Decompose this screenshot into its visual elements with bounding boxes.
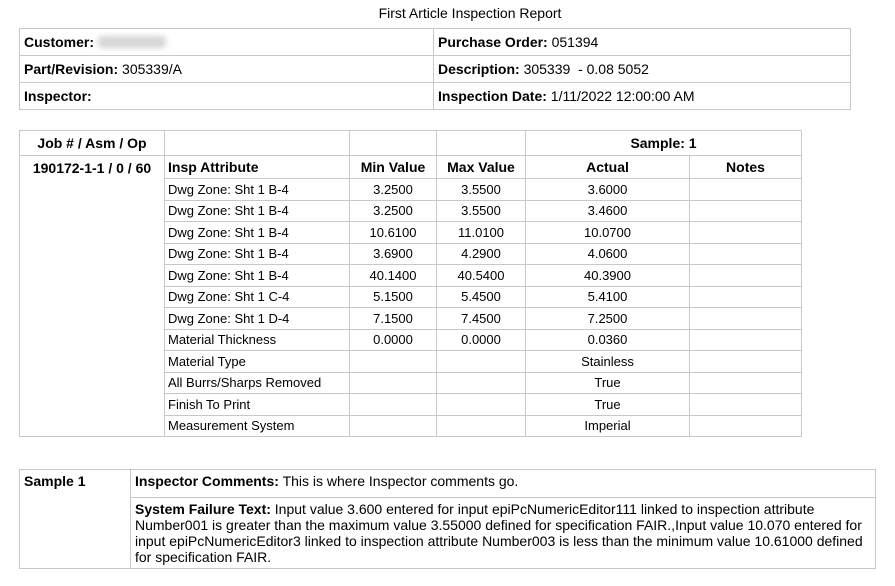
row-notes [690,394,802,416]
row-notes [690,372,802,394]
row-attribute: Dwg Zone: Sht 1 B-4 [165,179,350,201]
row-actual-value: Imperial [526,415,690,437]
row-attribute: Dwg Zone: Sht 1 D-4 [165,308,350,330]
inspection-date-cell [434,83,851,110]
row-max-value: 7.4500 [437,308,526,330]
row-notes [690,308,802,330]
customer-label: Customer: [24,34,95,50]
row-min-value: 5.1500 [350,286,437,308]
row-attribute: Dwg Zone: Sht 1 B-4 [165,265,350,287]
row-min-value [350,415,437,437]
description-label: Description: [438,61,520,77]
purchase-order-value: 051394 [551,34,599,50]
row-min-value [350,394,437,416]
row-min-value [350,351,437,373]
part-revision-cell [20,56,434,83]
inspection-date-value: 1/11/2022 12:00:00 AM [550,88,695,104]
redacted-customer-name [98,36,166,48]
row-actual-value: 10.0700 [526,222,690,244]
row-min-value: 0.0000 [350,329,437,351]
row-max-value [437,415,526,437]
row-actual-value: True [526,394,690,416]
row-attribute: All Burrs/Sharps Removed [165,372,350,394]
row-notes [690,415,802,437]
system-failure-label: System Failure Text: [135,501,271,517]
system-failure-cell [131,498,876,569]
row-actual-value: 5.4100 [526,286,690,308]
row-min-value: 3.6900 [350,243,437,265]
row-attribute: Material Thickness [165,329,350,351]
inspection-date-label: Inspection Date: [438,88,547,104]
sample-label: Sample 1 [20,470,131,569]
row-notes [690,351,802,373]
row-notes [690,286,802,308]
row-actual-value: 0.0360 [526,329,690,351]
inspector-cell [20,83,434,110]
row-min-value: 7.1500 [350,308,437,330]
inspector-comments-label: Inspector Comments: [135,473,279,489]
inspector-comments-cell [131,470,876,498]
system-failure-text: Input value 3.600 entered for input epiPcNumericEditor111 linked to inspection attribute Number001 is greater than the maximum value 3.55000 defined for specification FAIR.,Input value 10.070 entered for input epiPcNumericEditor3 linked to inspection attribute Number003 is less than the minimum value 10.61000 defined for specification FAIR. [135,501,863,565]
description-value: 305339 - 0.08 5052 [523,61,649,77]
row-max-value: 4.2900 [437,243,526,265]
comments-table [19,469,876,569]
row-actual-value: True [526,372,690,394]
row-attribute: Material Type [165,351,350,373]
report-header-table [19,28,851,110]
row-min-value: 40.1400 [350,265,437,287]
row-max-value [437,372,526,394]
job-header: Job # / Asm / Op [20,131,165,156]
row-min-value [350,372,437,394]
row-actual-value: 3.6000 [526,179,690,201]
row-notes [690,265,802,287]
row-min-value: 3.2500 [350,179,437,201]
row-notes [690,222,802,244]
sample-header: Sample: 1 [526,131,802,156]
row-attribute: Dwg Zone: Sht 1 B-4 [165,222,350,244]
row-attribute: Measurement System [165,415,350,437]
row-notes [690,243,802,265]
row-max-value [437,394,526,416]
row-actual-value: 7.2500 [526,308,690,330]
purchase-order-cell [434,29,851,56]
report-title: First Article Inspection Report [378,5,562,21]
row-max-value [437,351,526,373]
part-revision-value: 305339/A [122,61,182,77]
inspector-label: Inspector: [24,88,92,104]
row-max-value: 11.0100 [437,222,526,244]
row-notes [690,179,802,201]
row-attribute: Finish To Print [165,394,350,416]
row-actual-value: 4.0600 [526,243,690,265]
row-max-value: 5.4500 [437,286,526,308]
inspection-table [19,130,802,437]
row-min-value: 3.2500 [350,200,437,222]
row-attribute: Dwg Zone: Sht 1 B-4 [165,200,350,222]
purchase-order-label: Purchase Order: [438,34,548,50]
description-cell [434,56,851,83]
row-attribute: Dwg Zone: Sht 1 B-4 [165,243,350,265]
row-actual-value: 40.3900 [526,265,690,287]
col-insp-attribute: Insp Attribute [165,156,350,179]
row-notes [690,200,802,222]
row-max-value: 40.5400 [437,265,526,287]
col-actual: Actual [526,156,690,179]
row-notes [690,329,802,351]
row-max-value: 0.0000 [437,329,526,351]
row-min-value: 10.6100 [350,222,437,244]
customer-cell [20,29,434,56]
part-revision-label: Part/Revision: [24,61,119,77]
col-notes: Notes [690,156,802,179]
row-actual-value: Stainless [526,351,690,373]
job-value: 190172-1-1 / 0 / 60 [20,156,165,437]
col-max-value: Max Value [437,156,526,179]
row-actual-value: 3.4600 [526,200,690,222]
row-max-value: 3.5500 [437,179,526,201]
row-attribute: Dwg Zone: Sht 1 C-4 [165,286,350,308]
col-min-value: Min Value [350,156,437,179]
inspector-comments-text: This is where Inspector comments go. [282,473,519,489]
row-max-value: 3.5500 [437,200,526,222]
